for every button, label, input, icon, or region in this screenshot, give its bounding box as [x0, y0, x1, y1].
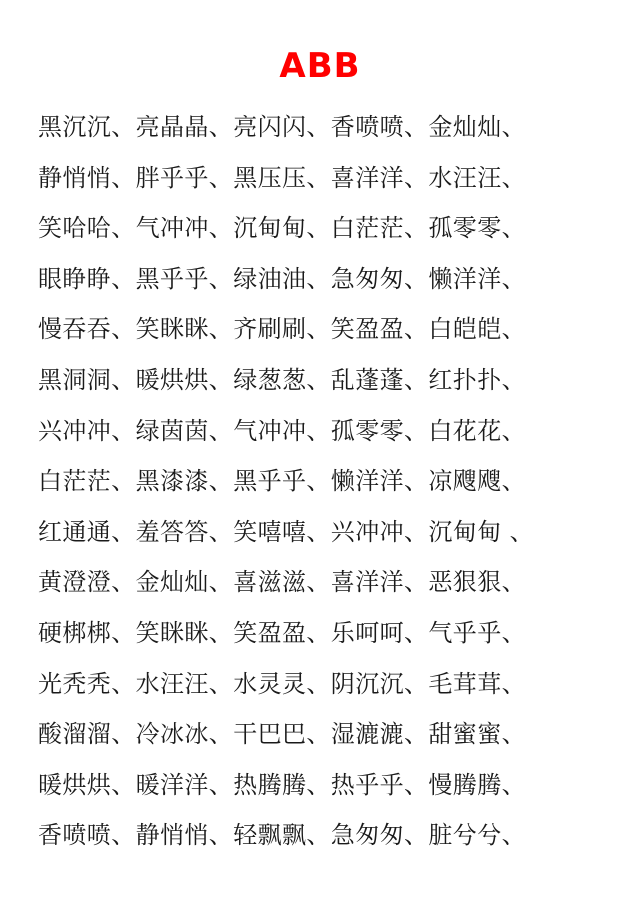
word-line-15: 香喷喷、静悄悄、轻飘飘、急匆匆、脏兮兮、 — [38, 821, 526, 850]
word-line-14: 暖烘烘、暖洋洋、热腾腾、热乎乎、慢腾腾、 — [38, 770, 526, 799]
word-line-8: 白茫茫、黑漆漆、黑乎乎、懒洋洋、凉飕飕、 — [38, 467, 526, 496]
word-line-5: 慢吞吞、笑眯眯、齐刷刷、笑盈盈、白皑皑、 — [38, 315, 526, 344]
word-line-6: 黑洞洞、暖烘烘、绿葱葱、乱蓬蓬、红扑扑、 — [38, 365, 526, 394]
word-line-7: 兴冲冲、绿茵茵、气冲冲、孤零零、白花花、 — [38, 416, 526, 445]
word-line-9: 红通通、羞答答、笑嘻嘻、兴冲冲、沉甸甸 、 — [38, 517, 535, 546]
word-line-2: 静悄悄、胖乎乎、黑压压、喜洋洋、水汪汪、 — [38, 163, 526, 192]
word-line-4: 眼睁睁、黑乎乎、绿油油、急匆匆、懒洋洋、 — [38, 264, 526, 293]
word-line-3: 笑哈哈、气冲冲、沉甸甸、白茫茫、孤零零、 — [38, 214, 526, 243]
word-line-13: 酸溜溜、冷冰冰、干巴巴、湿漉漉、甜蜜蜜、 — [38, 720, 526, 749]
word-line-10: 黄澄澄、金灿灿、喜滋滋、喜洋洋、恶狠狠、 — [38, 568, 526, 597]
word-line-12: 光秃秃、水汪汪、水灵灵、阴沉沉、毛茸茸、 — [38, 669, 526, 698]
word-line-1: 黑沉沉、亮晶晶、亮闪闪、香喷喷、金灿灿、 — [38, 113, 526, 141]
word-line-11: 硬梆梆、笑眯眯、笑盈盈、乐呵呵、气乎乎、 — [38, 618, 526, 647]
word-list — [38, 102, 638, 861]
page-title: ABB — [279, 46, 361, 86]
